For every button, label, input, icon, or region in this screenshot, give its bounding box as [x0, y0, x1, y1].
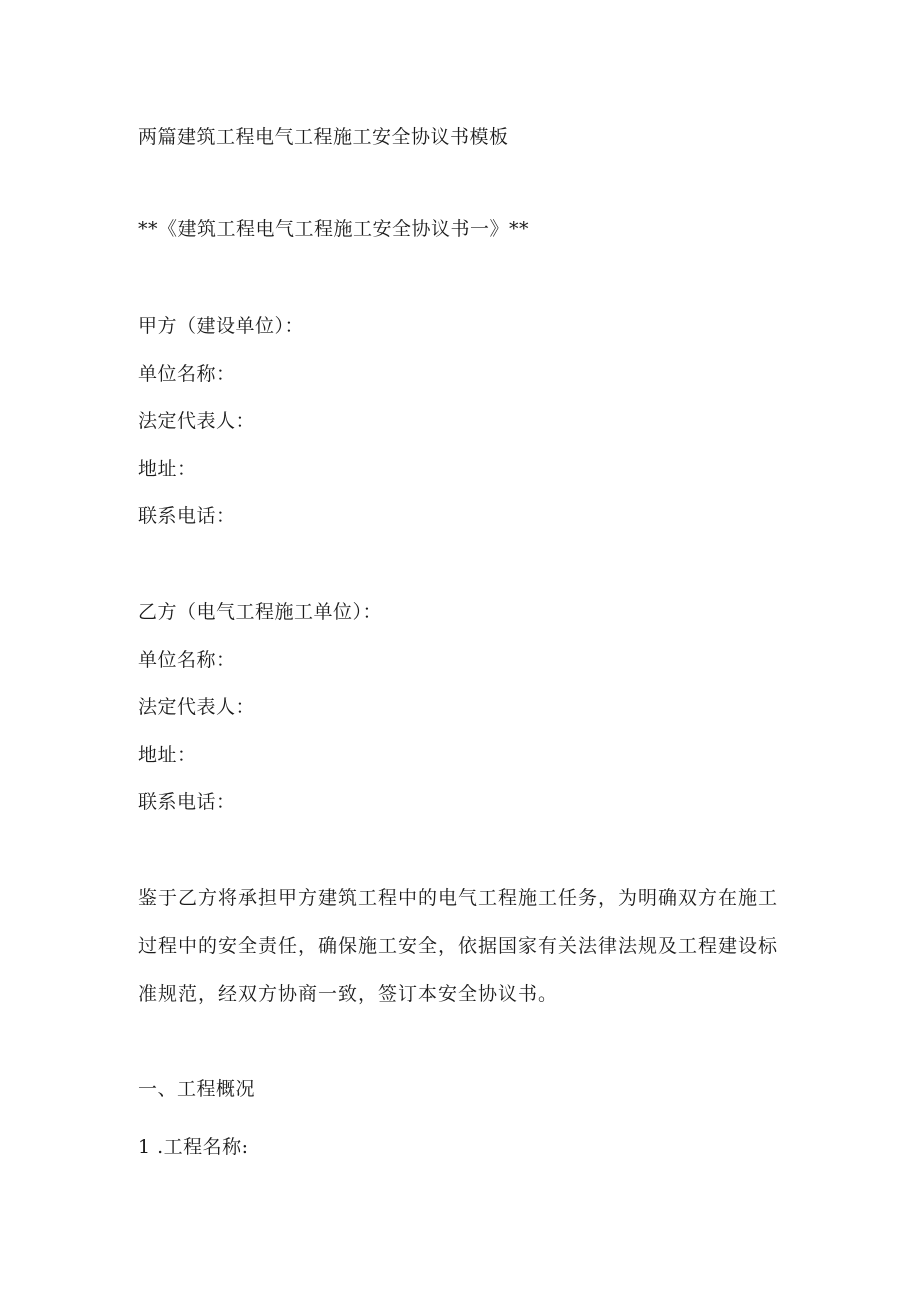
section-1-item-1: 1 .工程名称: — [138, 1136, 249, 1158]
party-b-heading: 乙方（电气工程施工单位）： — [138, 601, 383, 623]
party-a-address: 地址： — [138, 458, 197, 480]
party-a-legal-rep: 法定代表人： — [138, 410, 256, 432]
document-title: 两篇建筑工程电气工程施工安全协议书模板 — [138, 126, 509, 148]
party-a-phone: 联系电话： — [138, 505, 236, 527]
preamble-paragraph: 鉴于乙方将承担甲方建筑工程中的电气工程施工任务，为明确双方在施工过程中的安全责任，确保施工安全，依据国家有关法律法规及工程建设标准规范，经双方协商一致，签订本安全协议书。 — [138, 887, 779, 1005]
party-a-unit-name: 单位名称： — [138, 363, 236, 385]
party-b-address: 地址： — [138, 744, 197, 766]
document-subtitle: **《建筑工程电气工程施工安全协议书一》** — [138, 218, 530, 240]
party-b-phone: 联系电话： — [138, 791, 236, 813]
party-b-legal-rep: 法定代表人： — [138, 696, 256, 718]
section-1-heading: 一、工程概况 — [138, 1078, 256, 1100]
party-b-unit-name: 单位名称： — [138, 649, 236, 671]
party-a-heading: 甲方（建设单位）： — [138, 315, 305, 337]
